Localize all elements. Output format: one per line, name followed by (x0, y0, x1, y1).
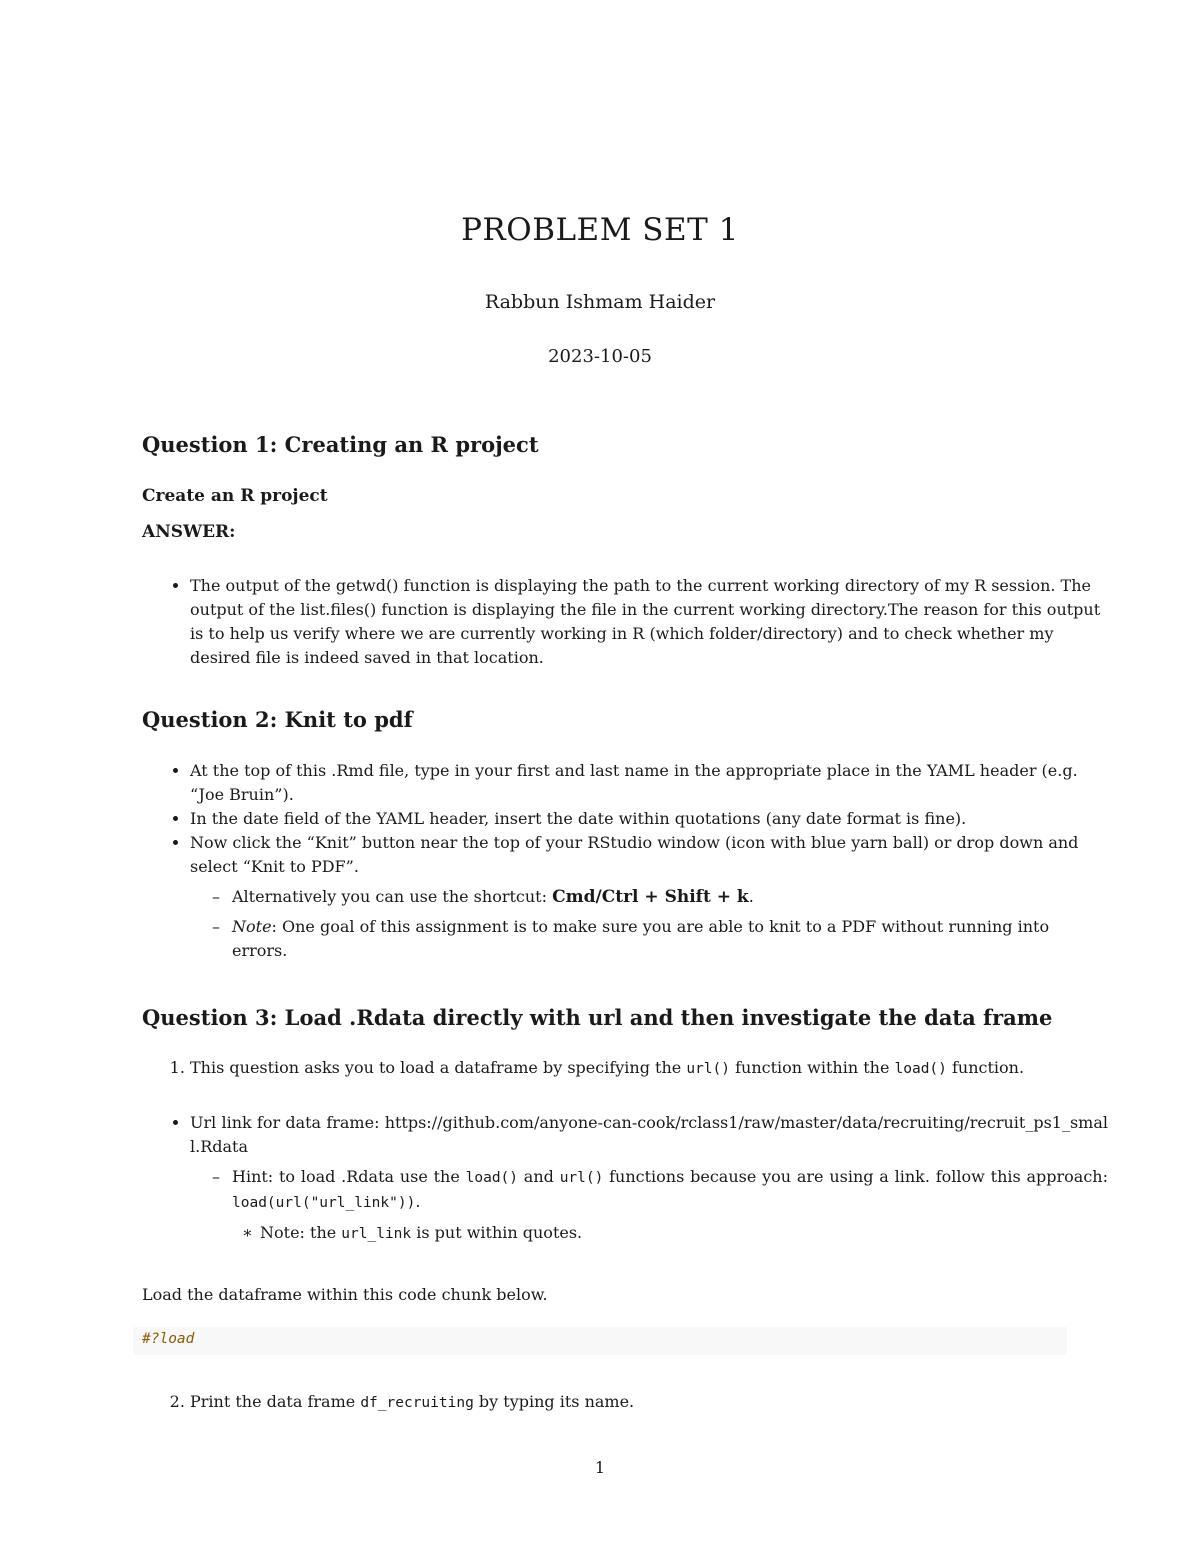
note-code: url_link (341, 1226, 412, 1242)
page-number: 1 (594, 1458, 606, 1477)
q3-note (260, 1221, 1108, 1246)
q1-heading: Question 1: Creating an R project (142, 432, 539, 457)
hint-code-example: load(url("url_link")) (232, 1195, 416, 1211)
code-chunk-text: #?load (142, 1331, 195, 1347)
load-instruction: Load the dataframe within this code chunk below. (142, 1285, 548, 1304)
code-load-fn: load() (894, 1061, 947, 1077)
hint-text-b: and (518, 1167, 560, 1186)
hint-text-d: . (415, 1192, 421, 1211)
code-df-recruiting: df_recruiting (360, 1395, 474, 1411)
document-date: 2023-10-05 (548, 346, 652, 367)
q1-answer-item: • The output of the getwd() function is displaying the path to the current working directory of my R session. The output of the list.files() function is displaying the file in the current working directory.The reason for this output is to help us verify where we are currently working in R (which folder/directory) and to check whether my desired file is indeed saved in that location. (190, 574, 1108, 670)
code-chunk[interactable] (133, 1327, 1067, 1355)
q3-item-2 (190, 1390, 1108, 1415)
q2-item-1: • At the top of this .Rmd file, type in your first and last name in the appropriate place in the YAML header (e.g. “Joe Bruin”). (190, 759, 1108, 807)
q3-heading: Question 3: Load .Rdata directly with url and then investigate the data frame (142, 1005, 1053, 1030)
note-text-a: Note: the (260, 1223, 342, 1242)
q3-item-2-text-a: Print the data frame (190, 1392, 361, 1411)
q3-note-list (232, 1221, 1108, 1246)
note-label: Note (232, 917, 272, 936)
note-text-b: is put within quotes. (411, 1223, 583, 1242)
q2-item-2: • In the date field of the YAML header, insert the date within quotations (any date format is fine). (190, 807, 1108, 831)
q2-list (142, 759, 1108, 969)
document-author: Rabbun Ishmam Haider (484, 291, 716, 313)
url-value[interactable]: https://github.com/anyone-can-cook/rclass1/raw/master/data/recruiting/recruit_ps1_small.Rdata (190, 1113, 1108, 1156)
hint-code-url: url() (559, 1170, 604, 1186)
q3-hint (232, 1165, 1108, 1246)
q2-heading: Question 2: Knit to pdf (142, 707, 413, 732)
q3-list-1 (142, 1056, 1108, 1081)
shortcut-keys: Cmd/Ctrl + Shift + k (552, 887, 749, 907)
q3-item-1-text-a: This question asks you to load a dataframe by specifying the (190, 1058, 687, 1077)
document-title: PROBLEM SET 1 (461, 212, 739, 248)
q1-answer-label: ANSWER: (142, 522, 236, 542)
q2-item-3-text: Now click the “Knit” button near the top of your RStudio window (icon with blue yarn ball) or drop down and select “Knit to PDF”. (190, 833, 1079, 876)
q2-sub-note (232, 915, 1108, 963)
hint-text-a: Hint: to load .Rdata use the (232, 1167, 466, 1186)
shortcut-suffix: . (748, 887, 754, 906)
q1-answer-list (142, 574, 1108, 670)
q3-item-1-text-b: function within the (730, 1058, 895, 1077)
url-label: Url link for data frame: (190, 1113, 385, 1132)
code-url-fn: url() (686, 1061, 730, 1077)
q3-item-1 (190, 1056, 1108, 1081)
q1-subheading: Create an R project (142, 486, 328, 506)
q3-item-1-text-c: function. (946, 1058, 1025, 1077)
q2-item-3 (190, 831, 1108, 963)
hint-code-load: load() (465, 1170, 519, 1186)
q3-hint-list (190, 1165, 1108, 1246)
q2-sub-shortcut (232, 885, 1108, 909)
q3-item-2-text-b: by typing its name. (473, 1392, 635, 1411)
hint-text-c: functions because you are using a link. follow this approach: (603, 1167, 1109, 1186)
q3-list-2 (142, 1390, 1108, 1415)
note-text: : One goal of this assignment is to make sure you are able to knit to a PDF without running into errors. (232, 917, 1050, 960)
q3-url-item (190, 1111, 1108, 1246)
shortcut-prefix: Alternatively you can use the shortcut: (232, 887, 553, 906)
q3-url-list (142, 1111, 1108, 1252)
q2-sublist (190, 885, 1108, 963)
